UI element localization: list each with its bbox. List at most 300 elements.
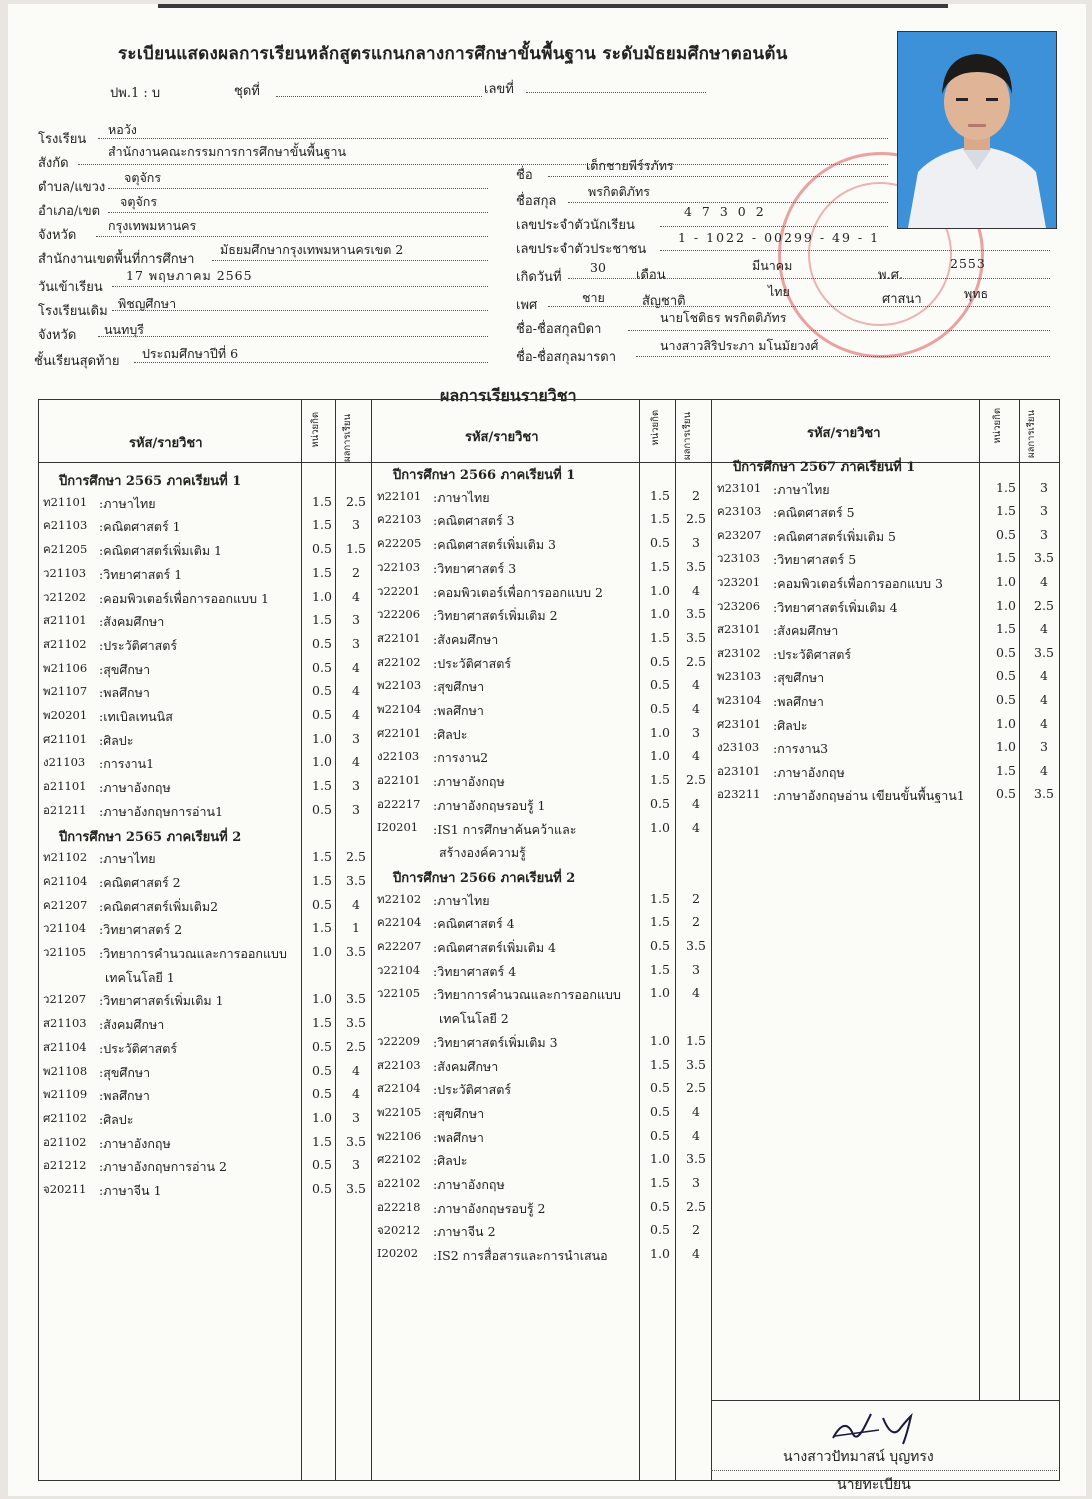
credit-value: 1.0 [650, 748, 670, 763]
registrar-title: นายทะเบียน [837, 1477, 911, 1493]
credit-value: 1.0 [312, 991, 332, 1006]
father-value: นายโชติธร พรกิตติภัทร [660, 310, 787, 325]
grade-header-2: ผลการเรียน [682, 412, 693, 460]
subject-code: ว22105 [377, 986, 421, 1000]
credit-value: 1.5 [996, 763, 1016, 778]
subject-code: ส22104 [377, 1081, 421, 1095]
credit-value: 1.0 [650, 1246, 670, 1261]
credit-value: 1.5 [312, 612, 332, 627]
subject-code: ว21202 [43, 590, 87, 604]
citizen-id-label: เลขประจำตัวประชาชน [516, 242, 647, 257]
subject-code: ว21103 [43, 566, 87, 580]
citizen-id-dots [660, 250, 1050, 251]
subject-name: :คณิตศาสตร์เพิ่มเติม 4 [433, 940, 557, 955]
results-section-title: ผลการเรียนรายวิชา [440, 386, 577, 405]
credit-value: 1.0 [312, 754, 332, 769]
credit-value: 0.5 [312, 802, 332, 817]
subject-name: :คณิตศาสตร์ 4 [433, 916, 515, 931]
subject-name: :คณิตศาสตร์ 5 [773, 505, 855, 520]
subject-code: พ21108 [43, 1064, 88, 1078]
subject-code: ค22207 [377, 939, 422, 953]
grade-value: 3.5 [346, 1134, 366, 1149]
district-dots [108, 212, 488, 213]
subject-code: อ23101 [717, 764, 761, 778]
area-dots [212, 260, 488, 261]
col-divider [711, 400, 712, 1480]
entry-label: วันเข้าเรียน [38, 280, 103, 295]
grade-value: 2 [692, 914, 700, 929]
credit-value: 1.0 [312, 731, 332, 746]
subject-name: :คณิตศาสตร์ 3 [433, 513, 515, 528]
credit-value: 0.5 [312, 707, 332, 722]
grade-value: 4 [692, 701, 700, 716]
credit-value: 0.5 [650, 1128, 670, 1143]
subject-code: ท21102 [43, 850, 88, 864]
col3-header: รหัส/รายวิชา [807, 426, 881, 441]
grade-value: 4 [692, 1128, 700, 1143]
subject-name: :สุขศึกษา [433, 679, 485, 694]
credit-value: 0.5 [650, 654, 670, 669]
subject-code: อ21211 [43, 803, 87, 817]
credit-value: 1.5 [312, 873, 332, 888]
page-top-edge [158, 4, 948, 8]
grade-value: 4 [1040, 574, 1048, 589]
document-title: ระเบียนแสดงผลการเรียนหลักสูตรแกนกลางการศึกษาขั้นพื้นฐาน ระดับมัธยมศึกษาตอนต้น [118, 44, 788, 64]
grade-value: 4 [692, 583, 700, 598]
credit-value: 0.5 [312, 636, 332, 651]
credit-value: 1.0 [650, 1151, 670, 1166]
subject-code: พ23104 [717, 693, 762, 707]
credit-value: 0.5 [650, 1080, 670, 1095]
credit-value: 1.0 [650, 583, 670, 598]
subject-code: พ22103 [377, 678, 422, 692]
subject-name: :ประวัติศาสตร์ [99, 638, 178, 653]
subject-code: ส21103 [43, 1016, 87, 1030]
credit-value: 0.5 [312, 897, 332, 912]
subject-code: ศ22101 [377, 726, 421, 740]
sex-value: ชาย [582, 290, 605, 305]
grade-value: 4 [352, 1086, 360, 1101]
credit-header-1: หน่วยกิต [310, 412, 321, 448]
subject-name: :วิทยาศาสตร์ 4 [433, 964, 517, 979]
grade-value: 3.5 [686, 606, 706, 621]
credit-value: 0.5 [312, 1063, 332, 1078]
credit-value: 1.5 [650, 1175, 670, 1190]
birth-month-label: เดือน [636, 268, 666, 283]
subject-name: :วิทยาศาสตร์ 5 [773, 552, 857, 567]
subject-code: ส22102 [377, 655, 421, 669]
grade-value: 2 [692, 891, 700, 906]
subject-name: :IS1 การศึกษาค้นคว้าและ [433, 822, 577, 837]
grade-value: 3.5 [346, 1015, 366, 1030]
subject-name: :พลศึกษา [773, 694, 824, 709]
subject-name: :การงาน3 [773, 741, 829, 756]
grade-value: 3.5 [346, 873, 366, 888]
prev-school-value: พิชญศึกษา [118, 296, 177, 311]
semester-heading: ปีการศึกษา 2567 ภาคเรียนที่ 1 [733, 460, 916, 475]
grade-value: 2.5 [686, 1080, 706, 1095]
subject-code: ว22104 [377, 963, 421, 977]
subject-name: :วิทยาการคำนวณและการออกแบบ [99, 946, 287, 961]
credit-value: 0.5 [996, 692, 1016, 707]
subject-name: :พลศึกษา [99, 685, 150, 700]
birth-month-value: มีนาคม [752, 258, 793, 273]
credit-value: 0.5 [996, 527, 1016, 542]
credit-value: 1.5 [650, 630, 670, 645]
credit-value: 1.0 [650, 820, 670, 835]
subject-code: ท22101 [377, 489, 422, 503]
credit-value: 1.0 [996, 574, 1016, 589]
grade-value: 2.5 [686, 654, 706, 669]
credit-value: 1.5 [312, 517, 332, 532]
subject-name: :คอมพิวเตอร์เพื่อการออกแบบ 1 [99, 591, 269, 606]
credit-header-3: หน่วยกิต [992, 408, 1003, 444]
affiliation-label: สังกัด [38, 156, 69, 171]
grade-value: 3.5 [346, 1181, 366, 1196]
subject-name: :ประวัติศาสตร์ [433, 1082, 512, 1097]
grade-value: 3.5 [686, 630, 706, 645]
col-divider [301, 400, 302, 1480]
grade-value: 3.5 [346, 991, 366, 1006]
credit-value: 1.5 [312, 849, 332, 864]
subject-name: :วิทยาศาสตร์ 1 [99, 567, 183, 582]
credit-value: 1.5 [996, 480, 1016, 495]
school-value: หอวัง [108, 122, 137, 137]
subdistrict-dots [108, 188, 488, 189]
grade-value: 3 [352, 636, 360, 651]
grade-value: 4 [352, 589, 360, 604]
grade-value: 3.5 [686, 938, 706, 953]
subject-name: :ภาษาไทย [99, 851, 156, 866]
credit-value: 1.5 [312, 778, 332, 793]
grade-value: 2.5 [686, 511, 706, 526]
credit-value: 1.5 [650, 891, 670, 906]
grade-value: 2.5 [686, 1199, 706, 1214]
subject-name: :ศิลปะ [773, 718, 808, 733]
subject-code: ว23201 [717, 575, 761, 589]
semester-heading: ปีการศึกษา 2565 ภาคเรียนที่ 1 [59, 474, 242, 489]
credit-value: 1.5 [312, 1134, 332, 1149]
subject-code: ศ21101 [43, 732, 87, 746]
prev-province-label: จังหวัด [38, 328, 77, 343]
form-code: ปพ.1 : บ [110, 86, 161, 101]
subject-code: ส21104 [43, 1040, 87, 1054]
credit-value: 0.5 [996, 645, 1016, 660]
signature-box-top [711, 1400, 1059, 1401]
name-dots [548, 176, 888, 177]
grade-value: 3.5 [1034, 550, 1054, 565]
subject-code: ว23103 [717, 551, 761, 565]
affiliation-dots [78, 164, 888, 165]
credit-value: 0.5 [312, 541, 332, 556]
credit-header-2: หน่วยกิต [650, 410, 661, 446]
subject-code: ว21104 [43, 921, 87, 935]
student-id-dots [660, 226, 888, 227]
credit-value: 0.5 [650, 677, 670, 692]
subject-code: ส22101 [377, 631, 421, 645]
registrar-signature [825, 1408, 935, 1448]
subject-code: พ21107 [43, 684, 88, 698]
credit-value: 1.5 [650, 962, 670, 977]
grade-value: 4 [1040, 621, 1048, 636]
last-class-value: ประถมศึกษาปีที่ 6 [142, 346, 239, 361]
subject-name: :ศิลปะ [99, 733, 134, 748]
subject-code: อ21212 [43, 1158, 87, 1172]
subject-name: :เทเบิลเทนนิส [99, 709, 173, 724]
subject-name: :ภาษาอังกฤษอ่าน เขียนขั้นพื้นฐาน1 [773, 788, 965, 803]
subject-name: :ประวัติศาสตร์ [99, 1041, 178, 1056]
school-label: โรงเรียน [38, 132, 87, 147]
subject-name: :สุขศึกษา [99, 1065, 151, 1080]
father-dots [628, 330, 1050, 331]
grade-value: 3 [352, 612, 360, 627]
credit-value: 1.5 [996, 550, 1016, 565]
subject-name: :คอมพิวเตอร์เพื่อการออกแบบ 3 [773, 576, 943, 591]
subject-code: ศ23101 [717, 717, 761, 731]
grade-value: 4 [692, 985, 700, 1000]
subject-name: :ภาษาอังกฤษ [99, 780, 171, 795]
subject-code: อ21102 [43, 1135, 87, 1149]
subject-code: ส23102 [717, 646, 761, 660]
area-label: สำนักงานเขตพื้นที่การศึกษา [38, 252, 195, 267]
grade-value: 3 [1040, 527, 1048, 542]
entry-value: 17 พฤษภาคม 2565 [126, 268, 253, 283]
subject-name: :สังคมศึกษา [99, 614, 165, 629]
subject-code: ส23101 [717, 622, 761, 636]
credit-value: 0.5 [312, 660, 332, 675]
credit-value: 1.5 [312, 920, 332, 935]
subject-name: :สุขศึกษา [433, 1106, 485, 1121]
subject-name: :พลศึกษา [433, 1130, 484, 1145]
district-label: อำเภอ/เขต [38, 204, 101, 219]
grade-value: 2.5 [1034, 598, 1054, 613]
grade-value: 4 [352, 660, 360, 675]
subject-name: :วิทยาการคำนวณและการออกแบบ [433, 987, 621, 1002]
grade-value: 3 [352, 731, 360, 746]
credit-value: 1.0 [650, 985, 670, 1000]
subject-name-continued: สร้างองค์ความรู้ [439, 845, 526, 860]
subject-code: จ20212 [377, 1223, 421, 1237]
subject-name: :ภาษาจีน 1 [99, 1183, 162, 1198]
subject-name: :ศิลปะ [99, 1112, 134, 1127]
subdistrict-value: จตุจักร [124, 170, 162, 185]
subject-code: อ22102 [377, 1176, 421, 1190]
subject-name: :ภาษาอังกฤษ [433, 774, 505, 789]
transcript-sheet [8, 4, 1086, 1496]
subject-code: ค21103 [43, 518, 88, 532]
subject-code: ค22205 [377, 536, 422, 550]
subject-name: :ภาษาจีน 2 [433, 1224, 496, 1239]
subject-code: พ22105 [377, 1105, 422, 1119]
credit-value: 1.0 [996, 716, 1016, 731]
credit-value: 0.5 [650, 701, 670, 716]
credit-value: 1.0 [650, 725, 670, 740]
subject-name: :พลศึกษา [99, 1088, 150, 1103]
subject-name: :วิทยาศาสตร์เพิ่มเติม 2 [433, 608, 558, 623]
credit-value: 1.5 [996, 503, 1016, 518]
sex-dots [548, 306, 1050, 307]
subject-name: :ภาษาไทย [773, 482, 830, 497]
province-value: กรุงเทพมหานคร [108, 218, 197, 233]
subject-name: :สังคมศึกษา [433, 1059, 499, 1074]
number-label: เลขที่ [484, 82, 514, 97]
subject-code: ศ21102 [43, 1111, 87, 1125]
grade-value: 3 [352, 517, 360, 532]
subject-name: :คณิตศาสตร์เพิ่มเติม2 [99, 899, 219, 914]
set-label: ชุดที่ [234, 84, 260, 99]
subject-name: :IS2 การสื่อสารและการนำเสนอ [433, 1248, 608, 1263]
subject-code: ท22102 [377, 892, 422, 906]
subject-code: ค23103 [717, 504, 762, 518]
registrar-name: นางสาวปัทมาสน์ บุญทรง [783, 1449, 934, 1465]
grade-value: 4 [352, 897, 360, 912]
subject-code: ค23207 [717, 528, 762, 542]
name-label: ชื่อ [516, 168, 533, 183]
credit-value: 1.5 [312, 494, 332, 509]
credit-value: 0.5 [312, 1157, 332, 1172]
grade-value: 2.5 [346, 849, 366, 864]
subject-name: :คณิตศาสตร์เพิ่มเติม 1 [99, 543, 223, 558]
subject-code: พ20201 [43, 708, 88, 722]
birth-day-label: เกิดวันที่ [516, 270, 562, 285]
surname-label: ชื่อสกุล [516, 194, 557, 209]
subject-name: :คอมพิวเตอร์เพื่อการออกแบบ 2 [433, 585, 603, 600]
student-portrait-image [898, 32, 1056, 228]
subject-name: :ประวัติศาสตร์ [773, 647, 852, 662]
subject-name: :ภาษาอังกฤษการอ่าน 2 [99, 1159, 228, 1174]
area-value: มัธยมศึกษากรุงเทพมหานครเขต 2 [220, 242, 404, 257]
subject-name: :ภาษาอังกฤษรอบรู้ 1 [433, 798, 546, 813]
subject-code: อ21101 [43, 779, 87, 793]
credit-value: 1.5 [312, 565, 332, 580]
subject-name: :การงาน1 [99, 756, 155, 771]
col-divider [371, 400, 372, 1480]
subject-name: :ศิลปะ [433, 727, 468, 742]
subject-code: ค21205 [43, 542, 88, 556]
subject-name: :การงาน2 [433, 750, 489, 765]
subject-name: :สังคมศึกษา [433, 632, 499, 647]
grade-value: 1.5 [346, 541, 366, 556]
citizen-id-value: 1 - 1022 - 00299 - 49 - 1 [678, 230, 881, 245]
mother-dots [636, 356, 1050, 357]
subject-name: :ภาษาไทย [99, 496, 156, 511]
credit-value: 1.5 [312, 1015, 332, 1030]
student-photo [897, 31, 1057, 229]
grade-value: 1 [352, 920, 360, 935]
subdistrict-label: ตำบล/แขวง [38, 180, 106, 195]
credit-value: 1.5 [650, 1057, 670, 1072]
credit-value: 0.5 [312, 1039, 332, 1054]
subject-name: :ภาษาไทย [433, 490, 490, 505]
credit-value: 0.5 [312, 1086, 332, 1101]
subject-name: :คณิตศาสตร์ 2 [99, 875, 181, 890]
grade-value: 3 [692, 1175, 700, 1190]
grade-value: 3 [692, 962, 700, 977]
col-divider [979, 400, 980, 1400]
school-dots [98, 138, 888, 139]
credit-value: 1.5 [650, 511, 670, 526]
credit-value: 1.5 [650, 914, 670, 929]
credit-value: 0.5 [996, 786, 1016, 801]
subject-code: พ22104 [377, 702, 422, 716]
subject-name: :ศิลปะ [433, 1153, 468, 1168]
subject-code: ง23103 [717, 740, 760, 754]
credit-value: 0.5 [312, 683, 332, 698]
grade-value: 4 [352, 707, 360, 722]
grade-value: 4 [1040, 668, 1048, 683]
subject-name: :สังคมศึกษา [99, 1017, 165, 1032]
grade-value: 3 [692, 725, 700, 740]
mother-label: ชื่อ-ชื่อสกุลมารดา [516, 350, 617, 365]
birth-year-label: พ.ศ. [878, 268, 904, 283]
subject-code: ว22201 [377, 584, 421, 598]
grade-value: 2 [692, 1222, 700, 1237]
grade-value: 2.5 [686, 772, 706, 787]
subject-code: อ22217 [377, 797, 421, 811]
grade-value: 3 [352, 1157, 360, 1172]
grade-value: 3.5 [686, 1057, 706, 1072]
subject-code: ค21104 [43, 874, 88, 888]
credit-value: 1.5 [650, 772, 670, 787]
grade-value: 4 [352, 754, 360, 769]
grade-value: 3 [1040, 739, 1048, 754]
credit-value: 0.5 [650, 1222, 670, 1237]
subject-name: :ภาษาไทย [433, 893, 490, 908]
subject-name: :วิทยาศาสตร์ 2 [99, 922, 183, 937]
subject-name: :ภาษาอังกฤษรอบรู้ 2 [433, 1201, 546, 1216]
subject-code: พ21106 [43, 661, 88, 675]
religion-label: ศาสนา [882, 292, 922, 307]
subject-name: :สังคมศึกษา [773, 623, 839, 638]
affiliation-value: สำนักงานคณะกรรมการการศึกษาขั้นพื้นฐาน [108, 144, 347, 159]
nationality-label: สัญชาติ [642, 294, 686, 309]
subject-name: :วิทยาศาสตร์เพิ่มเติม 3 [433, 1035, 558, 1050]
credit-value: 0.5 [650, 1104, 670, 1119]
grade-value: 4 [692, 677, 700, 692]
grade-value: 3 [1040, 480, 1048, 495]
set-dots [276, 96, 482, 97]
subject-code: ค22104 [377, 915, 422, 929]
grade-value: 3 [352, 802, 360, 817]
grade-header-3: ผลการเรียน [1026, 410, 1037, 458]
subject-code: I20202 [377, 1246, 419, 1260]
credit-value: 0.5 [312, 1181, 332, 1196]
col-divider [639, 400, 640, 1480]
grade-value: 4 [1040, 692, 1048, 707]
subject-code: ว22206 [377, 607, 421, 621]
subject-name: :คณิตศาสตร์เพิ่มเติม 5 [773, 529, 897, 544]
grade-value: 3 [352, 1110, 360, 1125]
grade-value: 4 [692, 1246, 700, 1261]
subject-name: :ภาษาอังกฤษการอ่าน1 [99, 804, 224, 819]
subject-name: :วิทยาศาสตร์เพิ่มเติม 4 [773, 600, 898, 615]
grade-value: 2 [692, 488, 700, 503]
credit-value: 0.5 [650, 535, 670, 550]
subject-name: :คณิตศาสตร์เพิ่มเติม 3 [433, 537, 557, 552]
entry-dots [112, 286, 488, 287]
subject-code: ท23101 [717, 481, 762, 495]
grade-value: 3 [1040, 503, 1048, 518]
grade-value: 2 [352, 565, 360, 580]
subject-name: :คณิตศาสตร์ 1 [99, 519, 181, 534]
subject-name: :สุขศึกษา [773, 670, 825, 685]
subject-code: ส21102 [43, 637, 87, 651]
subject-name: :วิทยาศาสตร์เพิ่มเติม 1 [99, 993, 224, 1008]
credit-value: 1.0 [650, 1033, 670, 1048]
grade-value: 2.5 [346, 1039, 366, 1054]
grade-value: 3 [692, 535, 700, 550]
subject-name: :ประวัติศาสตร์ [433, 656, 512, 671]
